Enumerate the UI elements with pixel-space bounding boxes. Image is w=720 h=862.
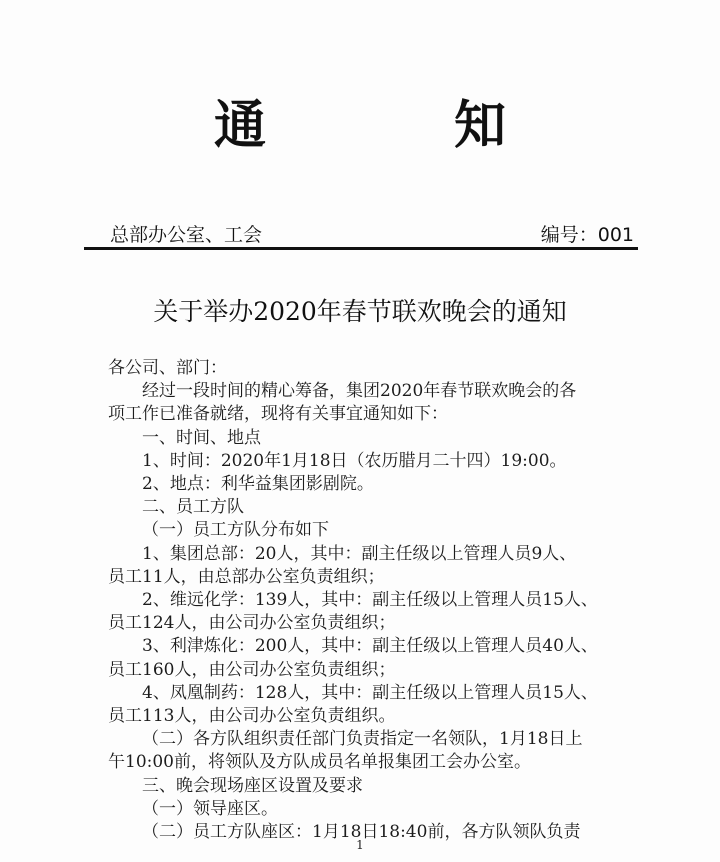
list-item-2-line-1: 2、维远化学：139人，其中：副主任级以上管理人员15人、 — [142, 590, 598, 611]
document-body — [108, 357, 648, 844]
section-3-title: 三、晚会现场座区设置及要求 — [142, 775, 363, 796]
list-item-4-line-1: 4、凤凰制药：128人，其中：副主任级以上管理人员15人、 — [142, 682, 598, 703]
section-2-subtitle-1: （一）员工方队分布如下 — [142, 520, 329, 541]
section-1-time: 1、时间：2020年1月18日（农历腊月二十四）19:00。 — [142, 450, 567, 471]
list-item-1-line-2: 员工11人，由总部办公室负责组织； — [108, 566, 385, 587]
list-item-3-line-2: 员工160人，由公司办公室负责组织； — [108, 659, 396, 680]
intro-line-1: 经过一段时间的精心筹备，集团2020年春节联欢晚会的各 — [142, 381, 577, 402]
list-item-4-line-2: 员工113人，由公司办公室负责组织。 — [108, 706, 396, 727]
list-item-2-line-2: 员工124人，由公司办公室负责组织； — [108, 613, 396, 634]
document-heading: 关于举办2020年春节联欢晚会的通知 — [153, 297, 567, 326]
section-1-place: 2、地点：利华益集团影剧院。 — [142, 474, 374, 495]
section-2-title: 二、员工方队 — [142, 497, 244, 518]
intro-line-2: 项工作已准备就绪，现将有关事宜通知如下： — [108, 404, 448, 425]
section-2-subtitle-2-line-2: 午10:00前，将领队及方队成员名单报集团工会办公室。 — [108, 752, 531, 773]
header-divider — [84, 247, 638, 250]
section-1-title: 一、时间、地点 — [142, 427, 261, 448]
section-3-subtitle-2: （二）员工方队座区：1月18日18:40前，各方队领队负责 — [142, 822, 581, 843]
section-3-subtitle-1: （一）领导座区。 — [142, 798, 278, 819]
list-item-1-line-1: 1、集团总部：20人，其中：副主任级以上管理人员9人、 — [142, 543, 577, 564]
page-number: 1 — [356, 838, 364, 852]
list-item-3-line-1: 3、利津炼化：200人，其中：副主任级以上管理人员40人、 — [142, 636, 598, 657]
section-2-subtitle-2-line-1: （二）各方队组织责任部门负责指定一名领队，1月18日上 — [142, 729, 583, 750]
notice-title-char-1: 通 — [214, 95, 267, 156]
notice-title-char-2: 知 — [454, 95, 507, 156]
salutation: 各公司、部门： — [108, 358, 227, 378]
issuer-label: 总部办公室、工会 — [110, 224, 263, 246]
document-number: 编号：001 — [540, 224, 634, 246]
